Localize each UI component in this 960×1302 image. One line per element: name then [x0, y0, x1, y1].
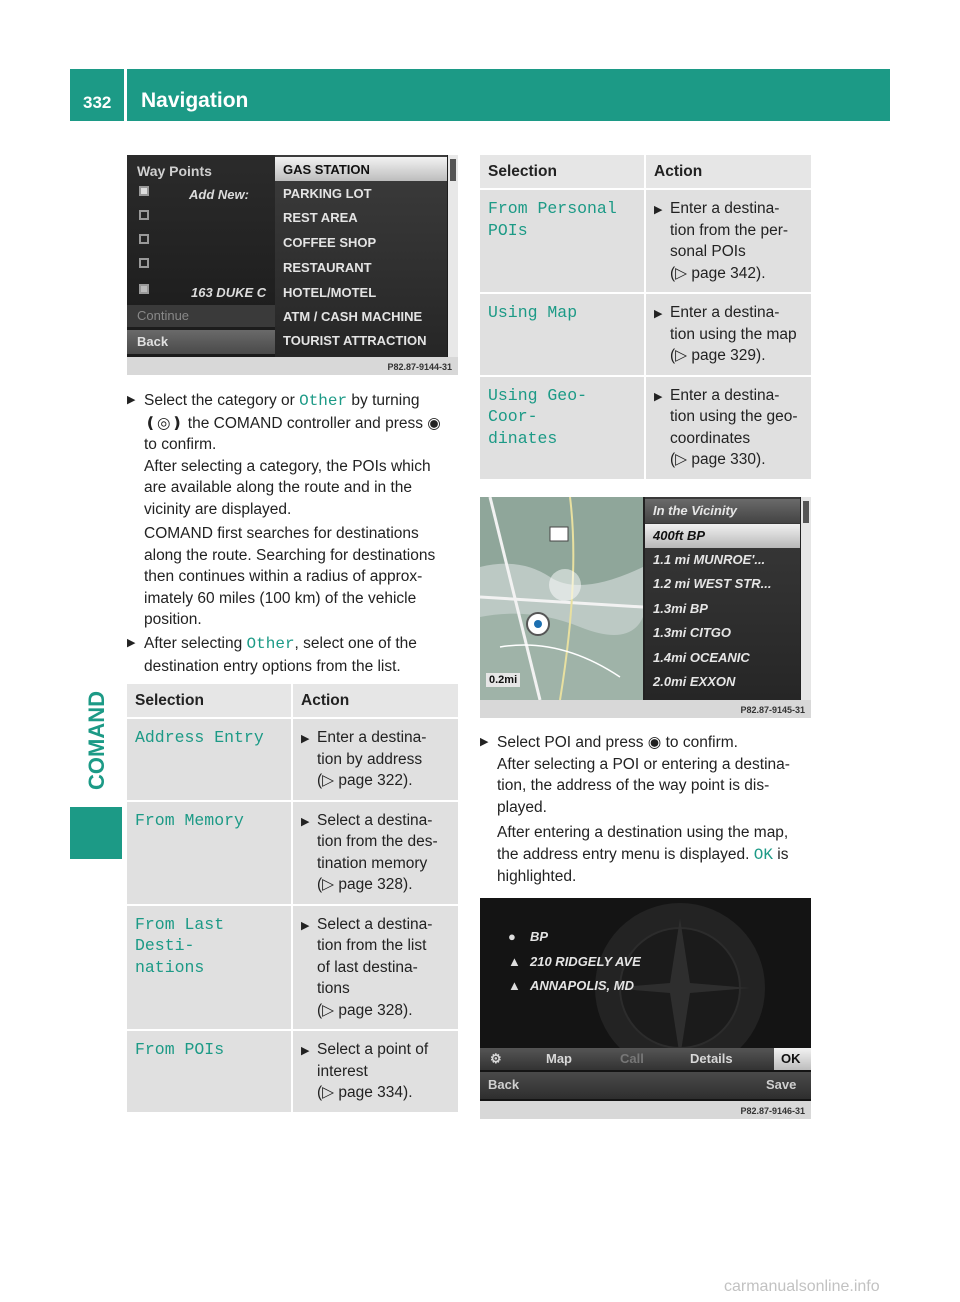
option-from-memory: From Memory [135, 810, 244, 830]
step-text: After selecting a category, the POIs which [144, 457, 431, 475]
action-text: Select a point of [317, 1041, 429, 1058]
column-header-selection: Selection [127, 684, 292, 718]
option-ok: OK [753, 845, 773, 864]
category-item: TOURIST ATTRACTION [283, 333, 427, 348]
instruction-select-poi [480, 732, 817, 818]
controller-turn-icon: ❪◎❫ [144, 414, 184, 432]
option-from-last-destinations: From Last Desti‐ [135, 914, 225, 955]
option-other: Other [246, 635, 295, 653]
action-text: tion using the map [670, 325, 797, 343]
step-text: After selecting [144, 635, 247, 652]
step-arrow-icon: ▶ [127, 394, 136, 406]
step-arrow-icon: ▶ [301, 1045, 310, 1057]
step-arrow-icon: ▶ [654, 308, 663, 320]
waypoint-icon [139, 210, 149, 220]
selection-table-2 [480, 155, 811, 479]
step-arrow-icon: ▶ [301, 815, 310, 828]
action-text: sonal POIs [670, 243, 746, 260]
scrollbar [801, 497, 811, 700]
action-text: tion from the list [317, 937, 427, 954]
action-text: tion from the des- [317, 833, 438, 850]
ok-button: OK [774, 1048, 811, 1070]
section-title: Navigation [141, 89, 249, 112]
page-reference: (▷ page 330). [670, 451, 766, 468]
table-row [127, 801, 458, 905]
poi-item: 2.0mi EXXON [653, 674, 736, 689]
scrollbar [448, 155, 458, 357]
image-reference: P82.87-9145-31 [740, 705, 805, 715]
para-text: along the route. Searching for destinations [144, 546, 436, 564]
option-using-geo-coordinates: Using Geo-Coor‐ [488, 385, 588, 426]
table-row [127, 1030, 458, 1112]
step-text: are available along the route and in the [144, 479, 413, 496]
step-text: After selecting a POI or entering a destina- [497, 755, 790, 773]
page-reference: (▷ page 342). [670, 264, 766, 282]
instruction-step-2 [127, 633, 464, 677]
option-other: Other [299, 392, 348, 410]
poi-name: BP [530, 929, 549, 944]
poi-street: 210 RIDGELY AVE [530, 954, 641, 969]
para-text: imately 60 miles (100 km) of the vehicle [144, 589, 417, 607]
category-item: HOTEL/MOTEL [283, 285, 377, 300]
action-bar [480, 1048, 811, 1070]
step-text: destination entry options from the list. [144, 657, 401, 675]
back-button: Back [488, 1077, 520, 1092]
header-divider [124, 69, 127, 121]
continue-button: Continue [127, 305, 275, 327]
back-button: Back [127, 330, 275, 354]
table-row [127, 905, 458, 1031]
paragraph-search-radius [144, 523, 464, 631]
waypoints-panel [127, 155, 275, 357]
option-from-personal-pois-cont: POIs [488, 220, 528, 240]
poi-item: 1.2 mi WEST STR... [653, 576, 772, 591]
action-text: Enter a destina- [317, 729, 427, 746]
poi-item: 1.4mi OCEANIC [653, 650, 750, 665]
step-arrow-icon: ▶ [654, 390, 663, 403]
action-text: Enter a destina- [670, 304, 780, 321]
scrollbar-thumb [803, 501, 809, 523]
step-text: by turning [347, 392, 420, 409]
action-text: tions [317, 980, 350, 997]
waypoint-icon [139, 234, 149, 244]
category-item: PARKING LOT [283, 186, 372, 201]
instruction-step-1 [127, 390, 464, 520]
side-tab [76, 640, 112, 800]
category-item: ATM / CASH MACHINE [283, 309, 423, 324]
compass-background [480, 898, 811, 1048]
action-text: tion from the per- [670, 221, 789, 239]
details-button: Details [690, 1051, 733, 1066]
address-screenshot [480, 898, 811, 1119]
page-reference: (▷ page 329). [670, 347, 766, 364]
poi-icon: ● [508, 929, 516, 944]
action-text: Enter a destina- [670, 386, 780, 404]
poi-item: 1.1 mi MUNROE'... [653, 552, 766, 567]
table-row [127, 718, 458, 801]
step-arrow-icon: ▶ [301, 733, 310, 745]
poi-city: ANNAPOLIS, MD [530, 978, 634, 993]
para-text: After entering a destination using the map, [497, 824, 789, 841]
category-list [275, 155, 447, 357]
waypoint-address: 163 DUKE C [191, 285, 267, 300]
step-text: Select the category or [144, 392, 300, 409]
watermark: carmanualsonline.info [724, 1278, 880, 1295]
page-reference: (▷ page 328). [317, 1001, 413, 1019]
para-text: the address entry menu is displayed. [497, 845, 754, 863]
scrollbar-thumb [450, 159, 456, 181]
poi-list [645, 497, 800, 700]
action-text: tion using the geo- [670, 408, 798, 425]
poi-item: 400ft BP [645, 524, 800, 548]
step-text: to confirm. [661, 734, 738, 751]
table-row [480, 189, 811, 293]
step-arrow-icon: ▶ [301, 919, 310, 932]
action-text: interest [317, 1062, 368, 1080]
side-tab-label: COMAND [84, 691, 109, 790]
page-reference: (▷ page 328). [317, 876, 413, 893]
waypoints-title: Way Points [137, 163, 212, 179]
street-icon: ▲ [508, 954, 521, 969]
image-reference: P82.87-9146-31 [740, 1106, 805, 1116]
step-text: the COMAND controller and press [183, 414, 428, 432]
options-icon: ⚙ [490, 1051, 502, 1066]
table-row [480, 293, 811, 376]
option-using-geo-coordinates-cont: dinates [488, 428, 558, 448]
side-tab-block [70, 807, 122, 859]
controller-press-icon: ◉ [427, 414, 441, 432]
step-text: played. [497, 798, 547, 816]
step-arrow-icon: ▶ [480, 736, 489, 748]
option-from-last-destinations-cont: nations [135, 957, 205, 977]
action-text: tion by address [317, 750, 423, 768]
category-item: COFFEE SHOP [283, 235, 377, 250]
option-address-entry: Address Entry [135, 728, 264, 747]
step-arrow-icon: ▶ [127, 637, 136, 649]
action-text: Enter a destina- [670, 200, 780, 217]
controller-press-icon: ◉ [647, 734, 662, 751]
step-text: , select one of the [294, 635, 417, 652]
poi-item: 1.3mi CITGO [653, 625, 732, 640]
para-text: highlighted. [497, 868, 577, 885]
step-text: tion, the address of the way point is dis- [497, 777, 770, 794]
category-item: REST AREA [283, 210, 358, 225]
step-text: to confirm. [144, 436, 217, 453]
option-from-pois: From POIs [135, 1040, 225, 1059]
category-item: GAS STATION [275, 157, 447, 181]
waypoints-screenshot [127, 155, 458, 375]
image-reference: P82.87-9144-31 [387, 362, 452, 372]
city-icon: ▲ [508, 978, 521, 993]
column-header-action: Action [292, 684, 458, 718]
flag-icon [139, 186, 149, 196]
para-text: then continues within a radius of approx- [144, 568, 423, 585]
action-text: of last destina- [317, 958, 418, 976]
para-text: position. [144, 611, 202, 628]
call-button: Call [620, 1051, 644, 1066]
para-text: is [772, 845, 789, 863]
map-view [480, 497, 643, 700]
action-text: tination memory [317, 854, 428, 872]
table-row [480, 376, 811, 479]
waypoint-icon [139, 258, 149, 268]
destination-flag-icon [139, 284, 149, 294]
page-number: 332 [83, 93, 112, 112]
column-header-action: Action [645, 155, 811, 189]
save-button: Save [766, 1077, 797, 1092]
bottom-bar [480, 1072, 811, 1099]
page-reference: (▷ page 322). [317, 772, 413, 789]
option-using-map: Using Map [488, 303, 578, 322]
option-from-personal-pois: From Personal [488, 199, 617, 218]
para-text: COMAND first searches for destinations [144, 525, 419, 542]
poi-list-header: In the Vicinity [645, 499, 800, 523]
column-header-selection: Selection [480, 155, 645, 189]
poi-item: 1.3mi BP [653, 601, 708, 616]
category-item: RESTAURANT [283, 260, 372, 275]
paragraph-ok-highlighted [497, 822, 817, 888]
map-button: Map [546, 1051, 572, 1066]
step-arrow-icon: ▶ [654, 204, 663, 216]
action-text: coordinates [670, 429, 751, 447]
selection-table-1 [127, 684, 458, 1112]
action-text: Select a destina- [317, 811, 433, 829]
add-new-label: Add New: [189, 187, 249, 202]
step-text: vicinity are displayed. [144, 500, 292, 518]
map-scale: 0.2mi [486, 673, 520, 687]
step-text: Select POI and press [497, 734, 648, 751]
vicinity-screenshot [480, 497, 811, 718]
action-text: Select a destina- [317, 915, 433, 933]
page-reference: (▷ page 334). [317, 1084, 413, 1101]
map-graphic [480, 497, 643, 700]
